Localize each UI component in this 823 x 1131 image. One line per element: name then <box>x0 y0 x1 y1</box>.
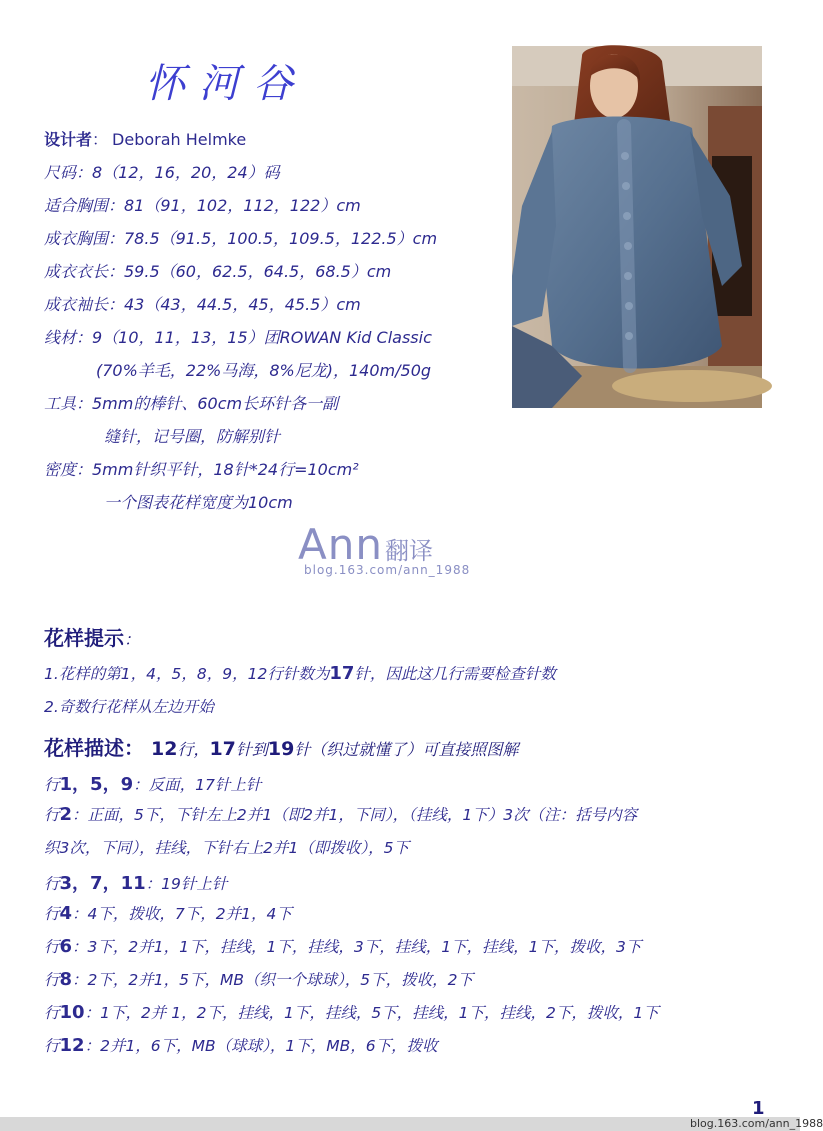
spec-yarn-detail: (70%羊毛，22%马海，8%尼龙)，140m/50g <box>96 361 432 380</box>
row-2-cont <box>44 836 409 858</box>
row-3-7-11 <box>44 869 227 895</box>
desc-st-from: 17 <box>209 738 236 760</box>
row-text: ：19针上针 <box>145 875 228 893</box>
spec-yarn: 线材：9（10，11，13，15）团ROWAN Kid Classic <box>44 328 432 347</box>
row-2 <box>44 803 637 825</box>
row-numbers: 4 <box>59 903 73 924</box>
row-text: ：正面，5下，下针左上2并1（即2并1，下同），（挂线，1下）3次（注：括号内容 <box>72 806 638 824</box>
row-prefix: 行 <box>44 1037 60 1055</box>
tips-colon: ： <box>124 630 141 649</box>
row-text: ：3下，2并1，1下，挂线，1下，挂线，3下，挂线，1下，挂线，1下，拨收，3下 <box>72 938 642 956</box>
tip-1-pre: 1.花样的第1，4，5，8，9，12行针数为 <box>44 665 330 683</box>
row-numbers: 1，5，9 <box>59 774 134 795</box>
row-text: 织3次，下同），挂线，下针右上2并1（即拨收），5下 <box>44 839 409 857</box>
row-6 <box>44 935 641 957</box>
row-12 <box>44 1034 438 1056</box>
spec-length: 成衣衣长：59.5（60，62.5，64.5，68.5）cm <box>44 262 392 281</box>
designer-label: 设计者 <box>44 130 93 149</box>
row-prefix: 行 <box>44 905 60 923</box>
row-text: ：4下，拨收，7下，2并1，4下 <box>72 905 292 923</box>
row-numbers: 2 <box>59 804 73 825</box>
designer-name: Deborah Helmke <box>112 130 247 149</box>
row-prefix: 行 <box>44 806 60 824</box>
designer-sep: ： <box>92 130 109 149</box>
row-prefix: 行 <box>44 1004 60 1022</box>
desc-st-mid: 针到 <box>235 740 268 759</box>
row-1-5-9 <box>44 770 261 796</box>
row-numbers: 10 <box>59 1002 85 1023</box>
footer-bar <box>0 1117 800 1131</box>
spec-sleeve: 成衣袖长：43（43，44.5，45，45.5）cm <box>44 295 361 314</box>
row-prefix: 行 <box>44 875 60 893</box>
desc-rest: 针（织过就懂了）可直接照图解 <box>294 740 519 759</box>
row-4 <box>44 902 292 924</box>
sweater-photo <box>512 46 762 408</box>
row-numbers: 8 <box>59 969 73 990</box>
row-numbers: 3，7，11 <box>59 873 146 894</box>
desc-heading <box>44 732 518 761</box>
tip-1-post: 针，因此这几行需要检查针数 <box>354 665 556 683</box>
row-text: ：2并1，6下，MB（球球），1下，MB，6下，拨收 <box>84 1037 438 1055</box>
watermark <box>298 520 470 577</box>
tip-2: 2.奇数行花样从左边开始 <box>44 698 214 716</box>
row-8 <box>44 968 473 990</box>
tips-heading <box>44 622 140 651</box>
watermark-brand: Ann <box>298 520 383 569</box>
tip-1-num: 17 <box>329 663 355 684</box>
row-prefix: 行 <box>44 971 60 989</box>
page-title: 怀河谷 <box>145 61 307 107</box>
desc-heading-text: 花样描述 <box>44 736 124 760</box>
desc-colon: ： <box>124 736 144 760</box>
spec-gauge: 密度：5mm针织平针，18针*24行=10cm² <box>44 460 359 479</box>
desc-rows-unit: 行， <box>177 740 210 759</box>
footer-url: blog.163.com/ann_1988 <box>690 1117 823 1130</box>
spec-gauge-2: 一个图表花样宽度为10cm <box>104 493 293 512</box>
designer-line <box>44 127 246 150</box>
spec-finished-bust: 成衣胸围：78.5（91.5，100.5，109.5，122.5）cm <box>44 229 438 248</box>
watermark-cn: 翻译 <box>384 537 433 565</box>
spec-size: 尺码：8（12，16，20，24）码 <box>44 163 280 182</box>
desc-st-to: 19 <box>267 738 295 760</box>
spec-fit-bust: 适合胸围：81（91，102，112，122）cm <box>44 196 361 215</box>
spec-tools-2: 缝针，记号圈，防解别针 <box>104 427 281 446</box>
spec-tools: 工具：5mm的棒针、60cm长环针各一副 <box>44 394 339 413</box>
row-prefix: 行 <box>44 938 60 956</box>
row-numbers: 6 <box>59 936 73 957</box>
tip-1 <box>44 662 556 684</box>
row-prefix: 行 <box>44 776 60 794</box>
row-text: ：反面，17针上针 <box>133 776 262 794</box>
desc-rows-num: 12 <box>150 738 178 760</box>
row-numbers: 12 <box>59 1035 85 1056</box>
row-text: ：2下，2并1，5下，MB（织一个球球），5下，拨收，2下 <box>72 971 473 989</box>
watermark-url: blog.163.com/ann_1988 <box>304 563 471 577</box>
tips-heading-text: 花样提示 <box>44 626 124 650</box>
page-number: 1 <box>752 1098 765 1119</box>
row-text: ：1下，2并 1，2下，挂线，1下，挂线，5下，挂线，1下，挂线，2下，拨收，1下 <box>84 1004 659 1022</box>
row-10 <box>44 1001 659 1023</box>
